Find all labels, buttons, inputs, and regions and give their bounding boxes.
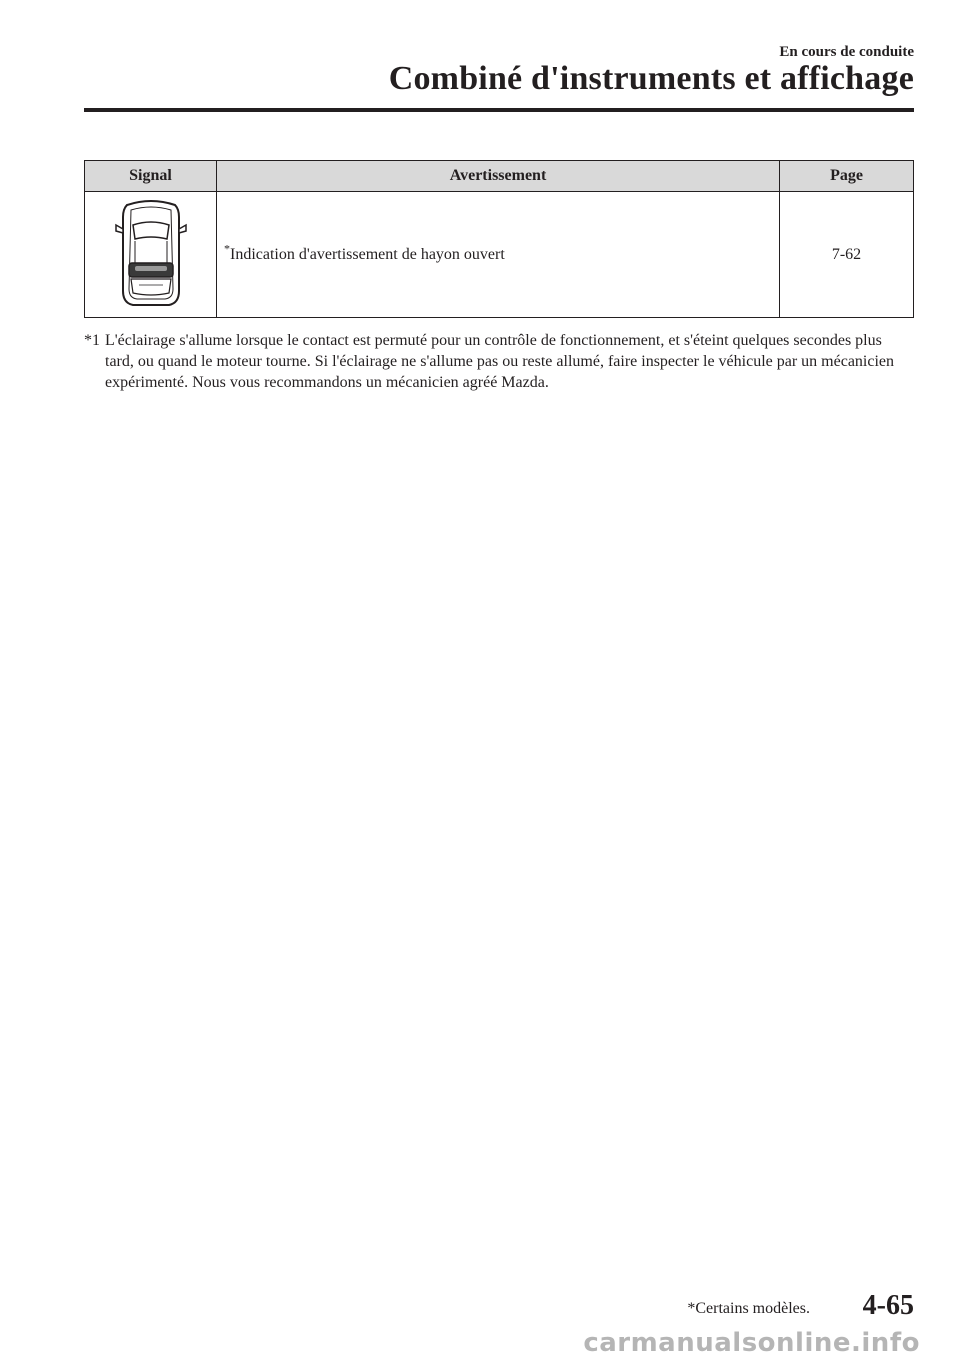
table-header-row (85, 161, 914, 192)
models-note: *Certains modèles. (687, 1300, 810, 1317)
signal-cell (85, 192, 217, 318)
footnote-text: L'éclairage s'allume lorsque le contact est permuté pour un contrôle de fonctionnement, et s'éteint quelques secondes plus tard, ou quand le moteur tourne. Si l'éclairage ne s'allume pas ou reste allumé, faire inspecter le véhicule par un mécanicien expérimenté. Nous vous recommandons un mécanicien agréé Mazda. (105, 332, 895, 391)
header-rule (84, 108, 914, 112)
certain-models-marker: * (224, 241, 230, 256)
page-number: 4-65 (862, 1290, 914, 1321)
section-label: En cours de conduite (779, 44, 914, 60)
watermark: carmanualsonline.info (583, 1328, 920, 1358)
warning-table (84, 160, 914, 318)
table-row (85, 192, 914, 318)
description-cell (217, 192, 780, 318)
chapter-title: Combiné d'instruments et affichage (388, 60, 914, 97)
footnote (84, 330, 914, 393)
footnote-marker: *1 (84, 332, 100, 349)
header-warning: Avertissement (217, 161, 780, 192)
header-page: Page (780, 161, 914, 192)
page-reference: 7-62 (780, 192, 914, 318)
header-signal: Signal (85, 161, 217, 192)
open-liftgate-car-top-view-icon (113, 195, 189, 314)
warning-description: Indication d'avertissement de hayon ouvert (230, 245, 505, 263)
